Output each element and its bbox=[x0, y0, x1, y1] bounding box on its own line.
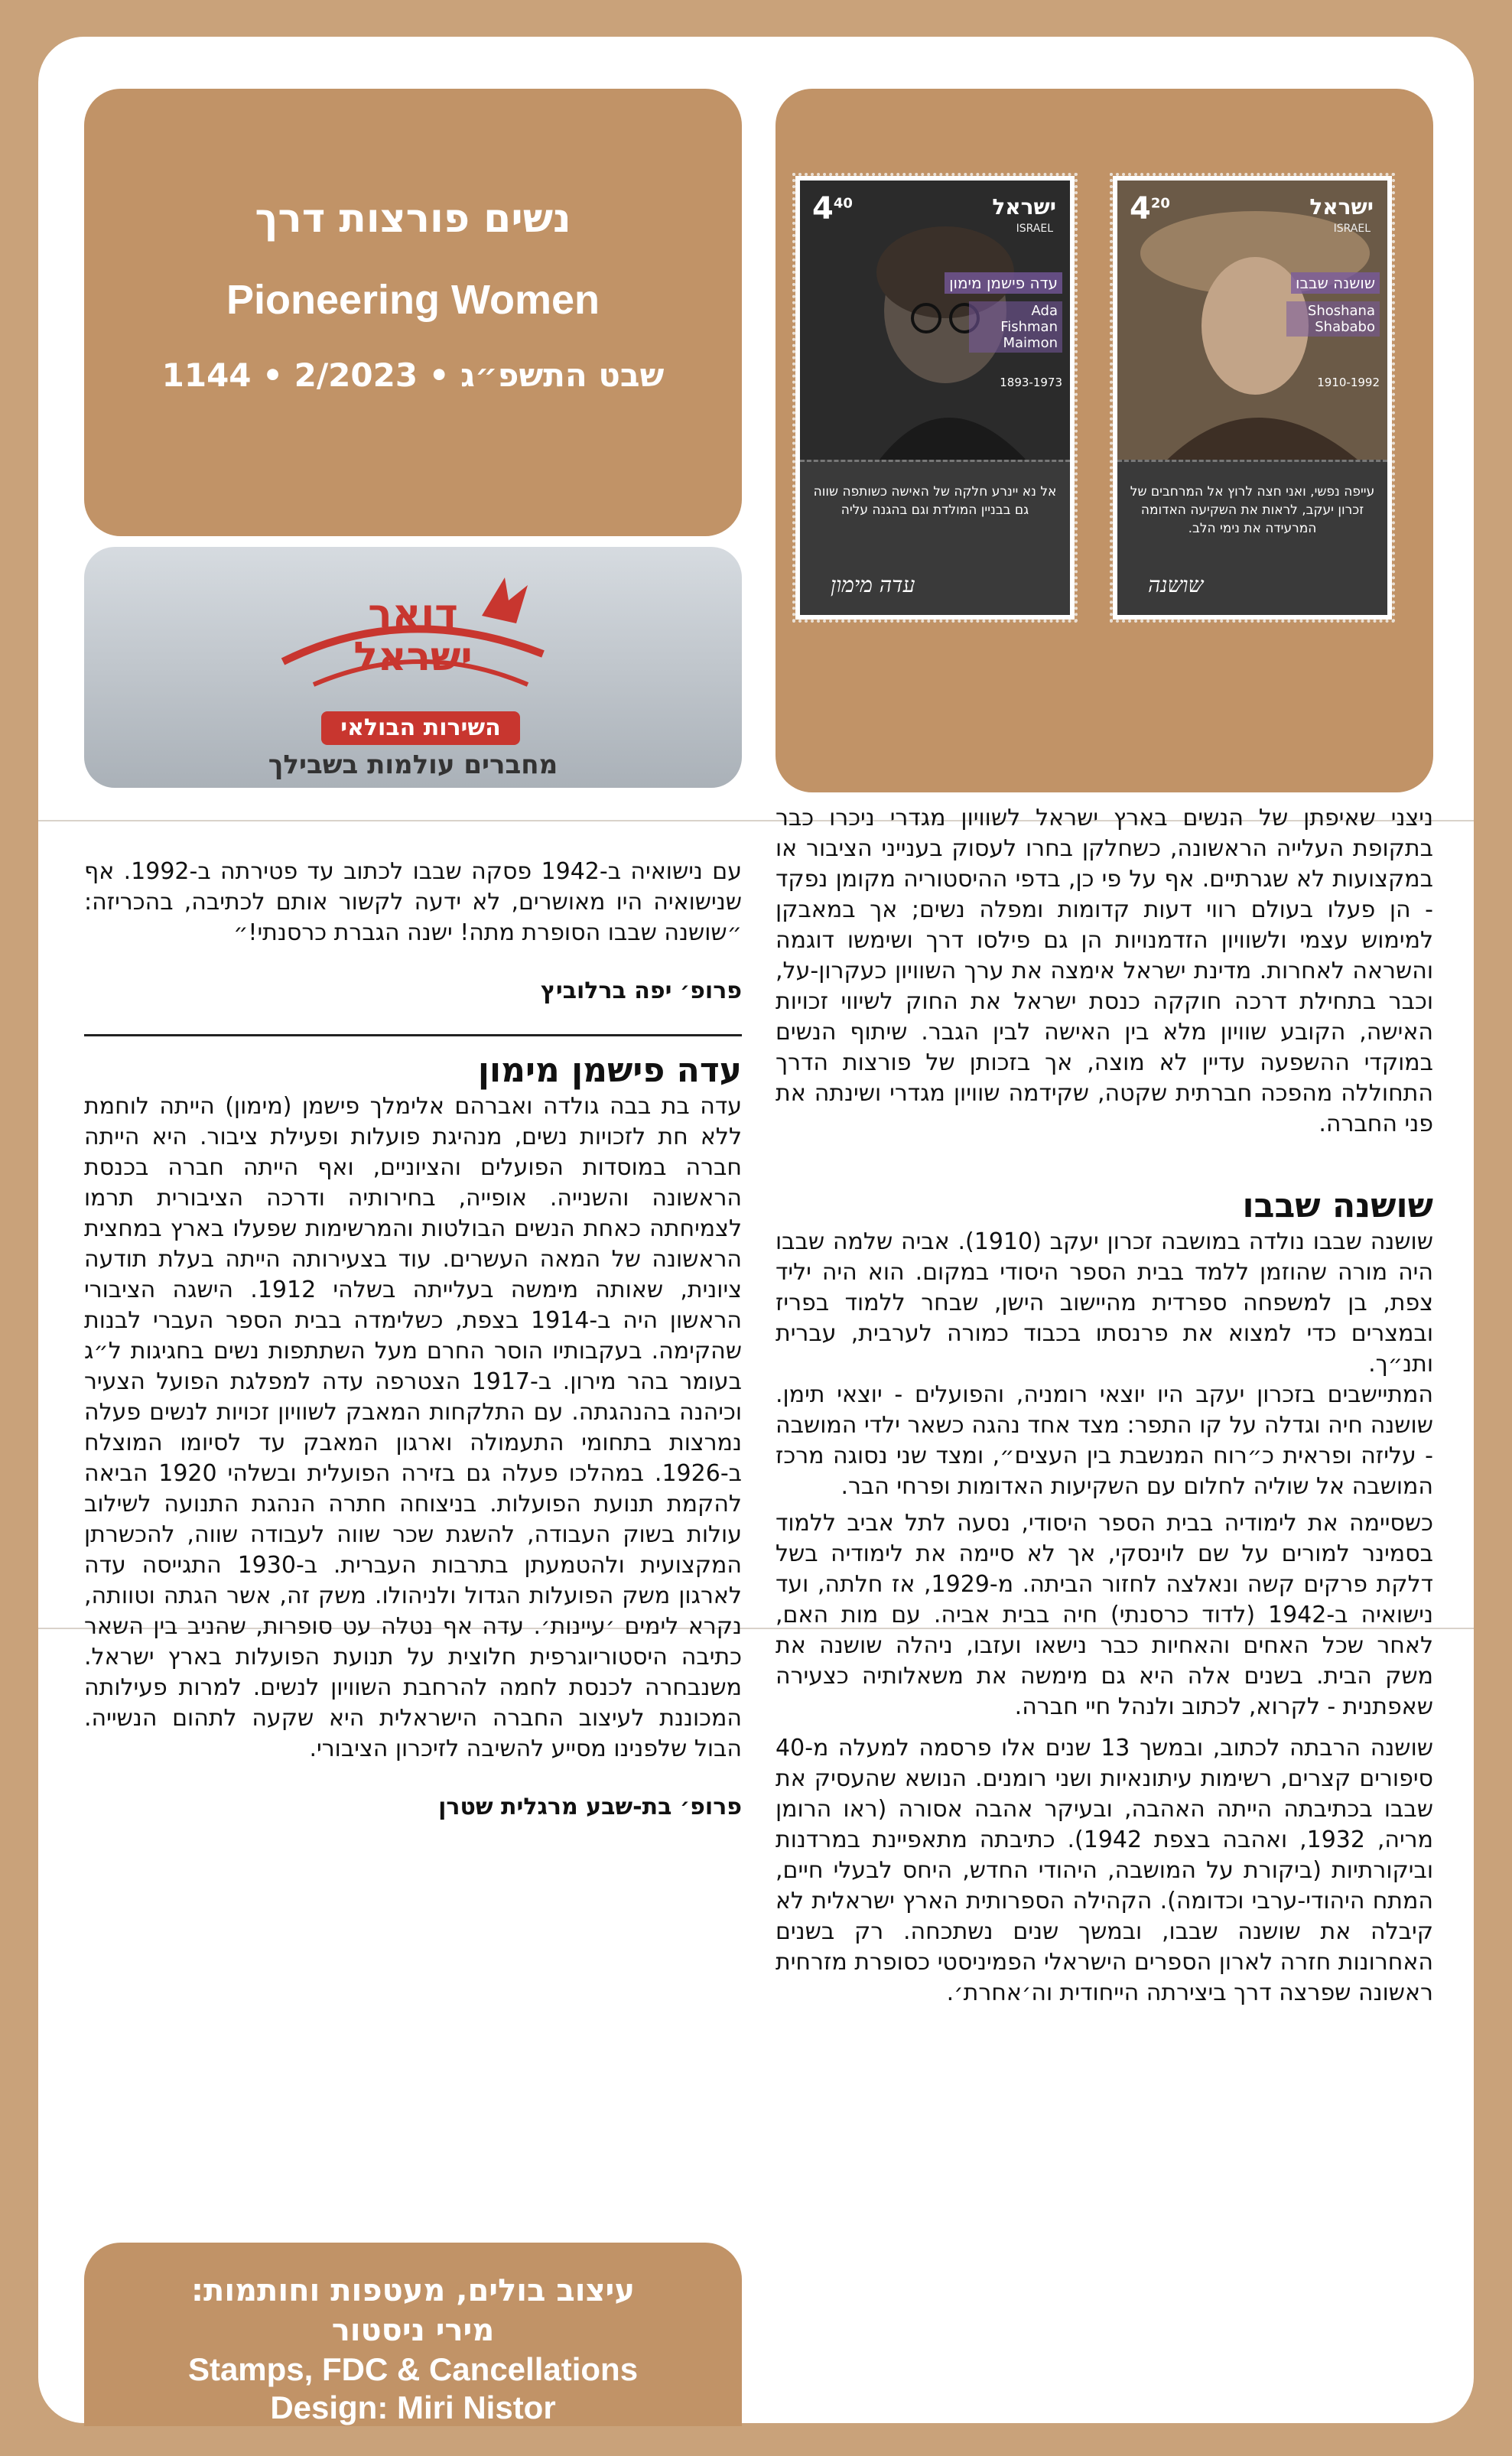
shoshana-paragraph-2: המתיישבים בזכרון יעקב היו יוצאי רומניה, והפועלים - יוצאי תימן. שושנה חיה וגדלה על קו התפר: מצד אחד נהגה כשאר ילדי המושבה - עליזה ופראית כ״רוח המנשבת בין העצים״, ומצד שני נסוגה מרכז המושבה אל שוליה לחלום עם השקיעות האדומות ופרחי הבר. bbox=[776, 1381, 1433, 1500]
value-main: 4 bbox=[812, 191, 834, 226]
logo-slogan: מחברים עולמות בשבילך bbox=[268, 750, 558, 780]
shababo-conclusion: עם נישואיה ב-1942 פסקה שבבו לכתוב עד פטירתה ב-1992. אף שנישואיה היו מאושרים, לא ידעה לקשור אותם לכתיבה, בהכריזה: ״שושנה שבבו הסופרת מתה! ישנה הגברת כרסנתי!״ bbox=[84, 858, 742, 946]
credits-panel bbox=[84, 2243, 742, 2426]
stamp-shoshana-shababo bbox=[1113, 176, 1392, 620]
left-text-column bbox=[84, 857, 742, 1823]
title-panel bbox=[84, 89, 742, 536]
section-heading-shoshana: שושנה שבבו bbox=[1242, 1186, 1433, 1225]
author-signature: פרופ׳ בת-שבע מרגלית שטרן bbox=[438, 1794, 742, 1820]
stamp-name-he: שושנה שבבו bbox=[1291, 272, 1380, 294]
credits-en-line1: Stamps, FDC & Cancellations bbox=[187, 2351, 639, 2387]
credits-en-line2: Design: Miri Nistor bbox=[270, 2389, 556, 2425]
intro-paragraph: ניצני שאיפתן של הנשים בארץ ישראל לשוויון מגדרי ניכרו כבר בתקופת העלייה הראשונה, כשחלקן בחרו לעסוק בענייני הציבור או במקצועות לא שגרתיים. אף על פי כן, בדפי ההיסטוריה מקומן נפקד - הן פעלו בעולם רווי דעות קדומות ומפלה נשים; אך במאבקן למימוש עצמי ולשוויון הזדמנויות הן גם פילסו דרך ושימשו דוגמה והשראה לאחרות. מדינת ישראל אימצה את ערך השוויון כעקרון-על, וכבר בתחילת דרכה חוקקה כנסת ישראל את החוק לשיווי זכויות האישה, הקובע שוויון מלא בין האישה לבין הגבר. שיתוף הנשים במוקדי ההשפעה עדיין לא מוצה, אך בזכותן של פורצות הדרך התחוללה מהפכה חברתית שקטה, שקידמה שוויון מגדרי ושינתה את פני החברה. bbox=[776, 805, 1433, 1137]
issue-line: 1144 • 2/2023 • שבט התשפ״ג bbox=[161, 356, 665, 394]
credits-he-line2: מירי ניסטור bbox=[331, 2313, 495, 2348]
value-cents: 20 bbox=[1150, 195, 1170, 212]
credits-he-line1: עיצוב בולים, מעטפות וחותמות: bbox=[191, 2273, 635, 2308]
shoshana-paragraph-4: שושנה הרבתה לכתוב, ובמשך 13 שנים אלו פרסמה למעלה מ-40 סיפורים קצרים, רשימות עיתונאיות ושני רומנים. הנושא שהעסיק את שבבו בכתיבתה הייתה האהבה, ובעיקר אהבה אסורה (ראו הרומן מריה, 1932, ואהבה בצפת 1942). כתיבתה מתאפיינת במרדנות וביקורתיות (ביקורת על המושבה, היהודי החדש, היחס לבעלי חיים, המתח היהודי-ערבי וכדומה). הקהילה הספרותית הארץ ישראלית לא קיבלה את שושנה שבבו, ובמשך שנים נשתכחה. רק בשנים האחרונות חזרה לארון הספרים הישראלי הפמיניסטי כסופרת מזרחית ראשונה שפרצה דרך ביצירתה הייחודית וה׳אחרת׳. bbox=[776, 1735, 1433, 2006]
shoshana-paragraph-1: שושנה שבבו נולדה במושבה זכרון יעקב (1910). אביה שלמה שבבו היה מורה שהוזמן ללמד בבית הספר היסודי במקום. הוא היה יליד צפת, בן למשפחה ספרדית מהיישוב הישן, שבחר ללמוד בפריז ובמצרים כדי למצוא את פרנסתו בכבוד כמורה לערבית, עברית ותנ״ך. bbox=[776, 1228, 1433, 1378]
title-english: Pioneering Women bbox=[226, 277, 600, 323]
author-signature: פרופ׳ יפה ברלוביץ bbox=[541, 978, 742, 1004]
value-main: 4 bbox=[1130, 191, 1151, 226]
israel-post-logo-box bbox=[84, 547, 742, 788]
section-heading-ada: עדה פישמן מימון bbox=[477, 1051, 742, 1090]
stamp-name-he: עדה פישמן מימון bbox=[945, 272, 1062, 294]
section-divider bbox=[84, 1034, 742, 1036]
stamp-tab-quote: אל נא יינרע חלקה של האישה כשותפה שווה גם בבניין המולדת וגם בהגנה עליה bbox=[813, 484, 1057, 518]
stamp-years: 1910-1992 bbox=[1317, 376, 1380, 389]
stamp-country-en: ISRAEL bbox=[1333, 223, 1371, 235]
logo-name-line2: ישראל bbox=[353, 634, 473, 680]
stamp-years: 1893-1973 bbox=[1000, 376, 1062, 389]
stamp-ada-fishman-maimon bbox=[795, 176, 1075, 620]
value-cents: 40 bbox=[833, 195, 853, 212]
stamp-name-en: Shoshana Shababo bbox=[1286, 301, 1380, 337]
stamp-tab-quote: עייפה נפשי, ואני חצה לרוץ אל המרחבים של זכרון יעקב, לראות את השקיעה האדומה המרעידה את נימי הלב. bbox=[1130, 484, 1375, 536]
logo-name bbox=[84, 593, 742, 678]
stamp-name-en: Ada Fishman Maimon bbox=[969, 301, 1062, 353]
stamp-value bbox=[812, 191, 853, 226]
stamp-country: ישראל bbox=[992, 194, 1056, 220]
stamp-value bbox=[1130, 191, 1170, 226]
stamp-signature: עדה מימון bbox=[831, 572, 915, 597]
right-text-column bbox=[776, 803, 1433, 2009]
stamp-signature: שושנה bbox=[1148, 572, 1204, 597]
title-hebrew: נשים פורצות דרך bbox=[255, 196, 571, 242]
stamp-country-en: ISRAEL bbox=[1016, 223, 1053, 235]
ada-biography: עדה בת בבה גולדה ואברהם אלימלך פישמן (מימון) הייתה לוחמת ללא חת לזכויות נשים, מנהיגת פועלות ופעילת ציבור. היא הייתה חברה במוסדות הפועלים והציוניים, ואף הייתה חברה בכנסת הראשונה והשנייה. אופייה, בחירותיה ודרכה הציבורית תרמו לצמיחתה כאחת הנשים הבולטות והמרשימות שפעלו בארץ במחצית הראשונה של המאה העשרים. עוד בצעירותה הייתה בעלת תודעה ציונית, שאותה מימשה בעלייתה בשלהי 1912. הישגה הציבורי הראשון היה ב-1914 בצפת, כשלימדה בבית הספר העברי לבנות שהקימה. בעקבותיו הוסר החרם מעל השתתפות נשים בחגיגות ל״ג בעומר בהר מירון. ב-1917 הצטרפה עדה למפלגת הפועל הצעיר וכיהנה בהנהגתה. עם התלקחות המאבק לשוויון זכויות לנשים פעלה נמרצות בתחומי התעמולה וארגון המאבק עד לסיומו המוצלח ב-1926. במהלכו פעלה גם בזירה הפועלית ובשלהי 1920 הביאה להקמת תנועת הפועלות. בניצוחה חתרה הנהגת התנועה לשילוב עולות בשוק העבודה, להשגת שכר שווה לעבודה שווה, להכשרתן המקצועית ולהטמעתן בתרבות העברית. ב-1930 התגייסה עדה לארגון משק הפועלות הגדול ולניהולו. משק זה, אשר הגתה וטוותה, נקרא לימים ׳עיינות׳. עדה אף נטלה עט סופרות, שהניב בין השאר כתיבה היסטוריוגרפית חלוצית על תנועת הפועלות בארץ ישראל. משנבחרה לכנסת לחמה להרחבת השוויון לנשים. למרות פעילותה המכוננת לעיצוב החברה הישראלית היא שקעה לתהום הנשייה. הבול שלפנינו מסייע להשיבה לזיכרון הציבורי. bbox=[84, 1093, 743, 1762]
logo-name-line1: דואר bbox=[368, 591, 458, 637]
philatelic-service-badge: השירות הבולאי bbox=[321, 711, 520, 745]
stamp-country: ישראל bbox=[1309, 194, 1374, 220]
shoshana-paragraph-3: כשסיימה את לימודיה בבית הספר היסודי, נסעה לתל אביב ללמוד בסמינר למורים על שם לוינסקי, אך לא סיימה את לימודיה בשל דלקת פרקים קשה ונאלצה לחזור הביתה. מ-1929, אז חלתה, ועד נישואיה ב-1942 (לדוד כרסנתי) חיה בבית אביה. עם מות האם, לאחר שכל האחים והאחיות כבר נישאו ועזבו, ניהלה שושנה את משק הבית. בשנים אלה היא גם מימשה את משאלותיה כצעירה שאפתנית - לקרוא, לכתוב ולנהל חיי חברה. bbox=[776, 1510, 1433, 1720]
